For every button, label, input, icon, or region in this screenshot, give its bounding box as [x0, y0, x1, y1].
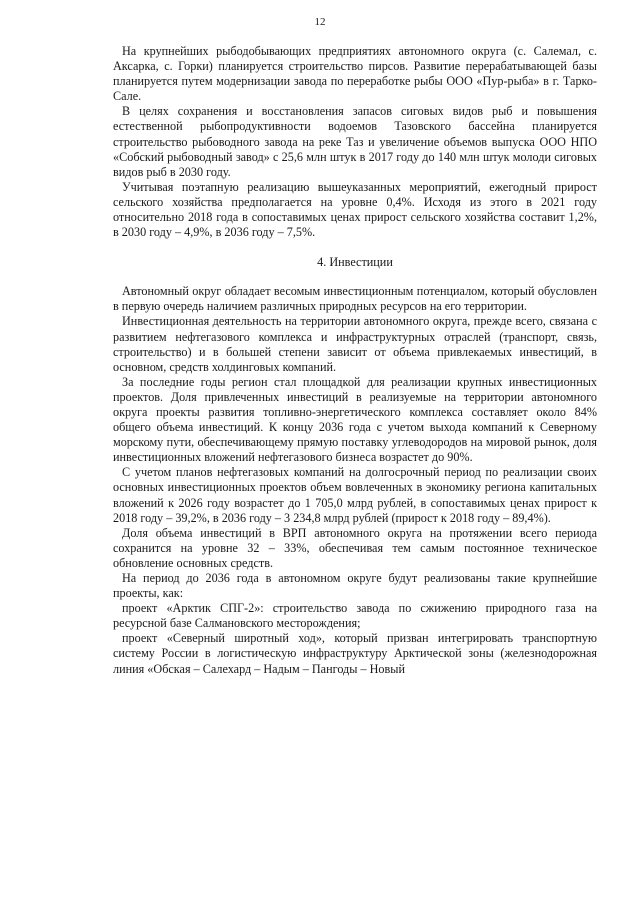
paragraph: На крупнейших рыбодобывающих предприятиях автономного округа (с. Салемал, с. Аксарка, с. Горки) планируется строительство пирсов. Развитие перерабатывающей базы планируется путем модернизации завода по переработке рыбы ООО «Пур-рыба» в г. Тарко-Сале. — [113, 44, 597, 104]
paragraph: Инвестиционная деятельность на территории автономного округа, прежде всего, связана с развитием нефтегазового комплекса и инфраструктурных отраслей (транспорт, связь, строительство) и в большей степени зависит от объема привлекаемых инвестиций, в основном, средств холдинговых компаний. — [113, 314, 597, 374]
paragraph: проект «Северный широтный ход», который призван интегрировать транспортную систему России в логистическую инфраструктуру Арктической зоны (железнодорожная линия «Обская – Салехард – Надым – Пангоды – Новый — [113, 631, 597, 676]
page-number: 12 — [314, 16, 326, 28]
paragraph: Доля объема инвестиций в ВРП автономного округа на протяжении всего периода сохранится на уровне 32 – 33%, обеспечивая тем самым постоянное техническое обновление основных средств. — [113, 525, 597, 570]
paragraph: С учетом планов нефтегазовых компаний на долгосрочный период по реализации своих основных инвестиционных проектов объем вовлеченных в экономику региона капитальных вложений к 2026 году возрастет до 1 705,0 млрд рублей, в сопоставимых ценах прирост к 2018 году – 39,2%, в 2036 году – 3 234,8 млрд рублей (прирост к 2018 году – 89,4%). — [113, 465, 597, 525]
document-body — [113, 44, 597, 677]
paragraph: В целях сохранения и восстановления запасов сиговых видов рыб и повышения естественной рыбопродуктивности водоемов Тазовского бассейна планируется строительство рыбоводного завода на реке Таз и увеличение объемов выпуска ООО НПО «Собский рыбоводный завод» с 25,6 млн штук в 2017 году до 140 млн штук молоди сиговых видов рыб в 2030 году. — [113, 104, 597, 179]
paragraph: Учитывая поэтапную реализацию вышеуказанных мероприятий, ежегодный прирост сельского хозяйства предполагается на уровне 0,4%. Исходя из этого в 2021 году относительно 2018 года в сопоставимых ценах прирост сельского хозяйства составит 1,2%, в 2030 году – 4,9%, в 2036 году – 7,5%. — [113, 179, 597, 240]
paragraph: проект «Арктик СПГ-2»: строительство завода по сжижению природного газа на ресурсной базе Салмановского месторождения; — [113, 601, 597, 631]
paragraph: На период до 2036 года в автономном округе будут реализованы такие крупнейшие проекты, как: — [113, 571, 597, 601]
section-heading: 4. Инвестиции — [317, 255, 393, 270]
paragraph: Автономный округ обладает весомым инвестиционным потенциалом, который обусловлен в первую очередь наличием различных природных ресурсов на его территории. — [113, 284, 597, 314]
paragraph: За последние годы регион стал площадкой для реализации крупных инвестиционных проектов. Доля привлеченных инвестиций в реализуемые на территории автономного округа проекты развития топливно-энергетического комплекса составляет около 84% общего объема инвестиций. К концу 2036 года с учетом выхода компаний к Северному морскому пути, обеспечивающему прямую поставку углеводородов на мировой рынок, доля инвестиционных вложений нефтегазового бизнеса возрастет до 90%. — [113, 374, 597, 465]
